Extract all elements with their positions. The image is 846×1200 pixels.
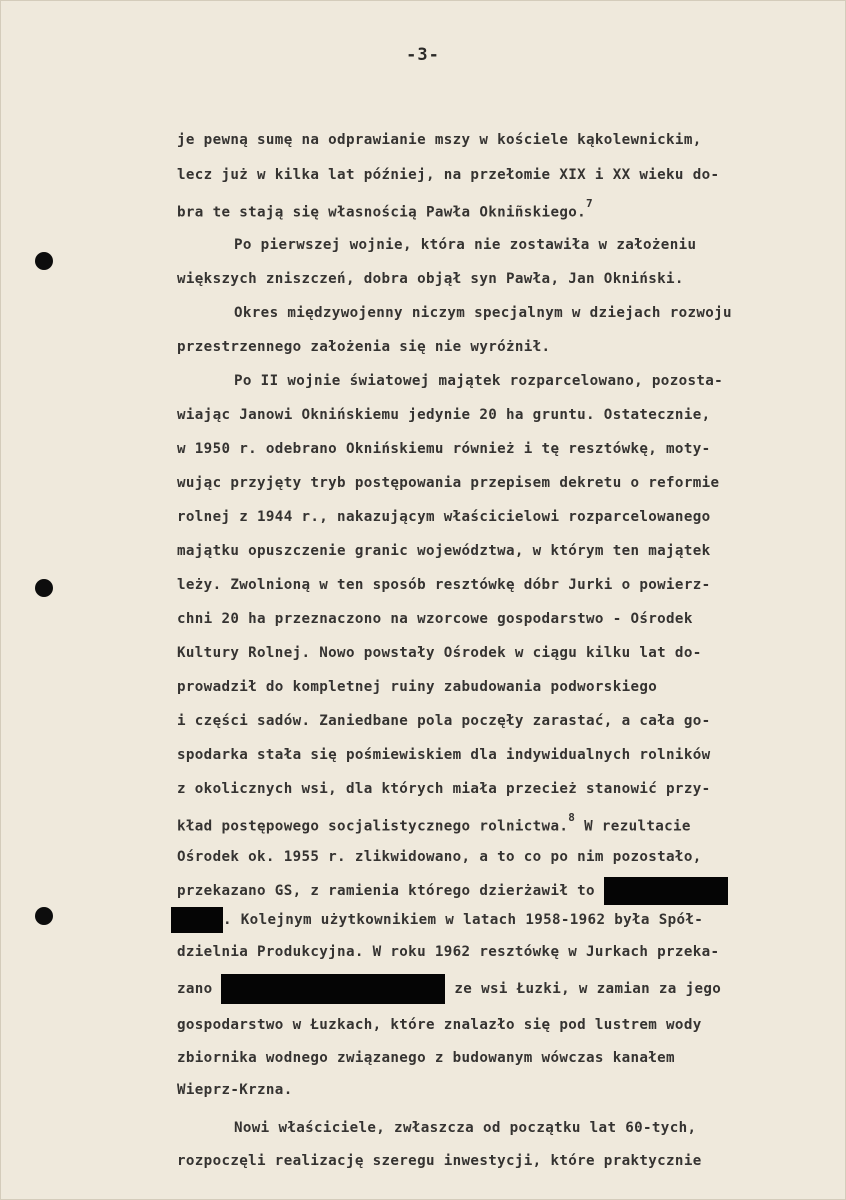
- redaction-bar: [171, 907, 223, 933]
- text-segment: zano: [177, 981, 213, 997]
- text-line: Wieprz-Krzna.: [177, 1082, 293, 1098]
- paragraph-start: Po II wojnie światowej majątek rozparcelowano, pozosta-: [234, 373, 724, 389]
- text-line: [177, 197, 593, 221]
- text-line: [171, 907, 703, 933]
- redaction-bar: [604, 877, 728, 905]
- text-line: [177, 974, 721, 1004]
- punch-hole: [35, 252, 53, 270]
- text-line: przestrzennego założenia się nie wyróżnił.: [177, 339, 551, 355]
- text-line: dzielnia Produkcyjna. W roku 1962 resztówkę w Jurkach przeka-: [177, 944, 720, 960]
- text-line: [177, 877, 728, 905]
- text-segment: . Kolejnym użytkownikiem w latach 1958-1962 była Spół-: [223, 912, 704, 928]
- text-line: prowadził do kompletnej ruiny zabudowania podworskiego: [177, 679, 658, 695]
- text-segment: W rezultacie: [584, 818, 691, 835]
- text-line: chni 20 ha przeznaczono na wzorcowe gospodarstwo - Ośrodek: [177, 611, 693, 627]
- text-line: w 1950 r. odebrano Oknińskiemu również i tę resztówkę, moty-: [177, 441, 711, 457]
- text-line: rolnej z 1944 r., nakazującym właścicielowi rozparcelowanego: [177, 509, 711, 525]
- text-line: większych zniszczeń, dobra objął syn Pawła, Jan Okniński.: [177, 271, 684, 287]
- footnote-marker: 8: [568, 811, 576, 824]
- text-line: wując przyjęty tryb postępowania przepisem dekretu o reformie: [177, 475, 720, 491]
- text-line: lecz już w kilka lat później, na przełomie XIX i XX wieku do-: [177, 167, 720, 183]
- text-line: leży. Zwolnioną w ten sposób resztówkę dóbr Jurki o powierz-: [177, 577, 711, 593]
- text-segment: kład postępowego socjalistycznego rolnictwa.: [177, 818, 569, 835]
- text-line: Ośrodek ok. 1955 r. zlikwidowano, a to co po nim pozostało,: [177, 849, 702, 865]
- text-line: wiając Janowi Oknińskiemu jedynie 20 ha gruntu. Ostatecznie,: [177, 407, 711, 423]
- text-line: gospodarstwo w Łuzkach, które znalazło się pod lustrem wody: [177, 1017, 702, 1033]
- footnote-marker: 7: [586, 197, 593, 210]
- punch-hole: [35, 579, 53, 597]
- text-segment: bra te stają się własnością Pawła Okniñskiego.: [177, 204, 587, 221]
- text-segment: przekazano GS, z ramienia którego dzierżawił to: [177, 883, 595, 899]
- text-segment: ze wsi Łuzki, w zamian za jego: [454, 981, 722, 997]
- page-number: -3-: [406, 45, 440, 65]
- redaction-bar: [221, 974, 445, 1004]
- text-line: [177, 811, 691, 835]
- text-line: rozpoczęli realizację szeregu inwestycji, które praktycznie: [177, 1153, 702, 1169]
- text-line: z okolicznych wsi, dla których miała przecież stanowić przy-: [177, 781, 711, 797]
- paragraph-start: Okres międzywojenny niczym specjalnym w dziejach rozwoju: [234, 305, 732, 321]
- text-line: majątku opuszczenie granic województwa, w którym ten majątek: [177, 543, 711, 559]
- text-line: zbiornika wodnego związanego z budowanym wówczas kanałem: [177, 1050, 675, 1066]
- paragraph-start: Po pierwszej wojnie, która nie zostawiła w założeniu: [234, 237, 697, 253]
- punch-hole: [35, 907, 53, 925]
- paragraph-start: Nowi właściciele, zwłaszcza od początku lat 60-tych,: [234, 1120, 697, 1136]
- text-line: i części sadów. Zaniedbane pola poczęły zarastać, a cała go-: [177, 713, 711, 729]
- text-line: spodarka stała się pośmiewiskiem dla indywidualnych rolników: [177, 747, 711, 763]
- text-line: Kultury Rolnej. Nowo powstały Ośrodek w ciągu kilku lat do-: [177, 645, 702, 661]
- text-line: je pewną sumę na odprawianie mszy w kościele kąkolewnickim,: [177, 132, 702, 148]
